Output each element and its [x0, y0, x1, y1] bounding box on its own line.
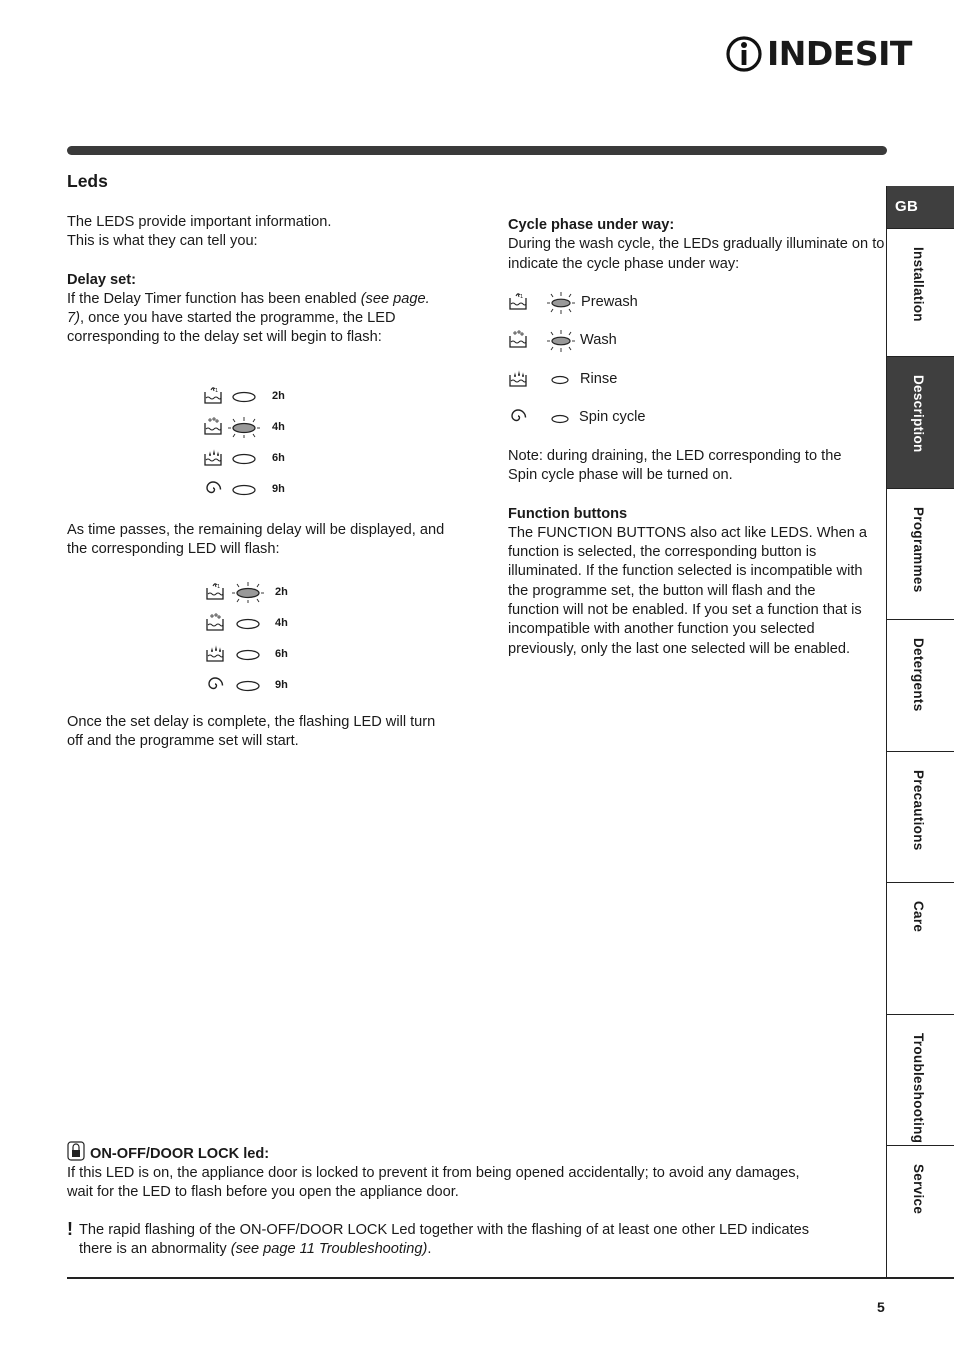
cycle-phase-text: During the wash cycle, the LEDs gradually illuminate on to indicate the cycle phase under way: — [508, 236, 885, 272]
led-label-6h: 6h — [275, 648, 288, 660]
logo-i-emblem-icon — [725, 34, 763, 74]
led-row-4h — [205, 612, 288, 634]
led-row-9h — [203, 478, 285, 500]
function-buttons-text: The FUNCTION BUTTONS also act like LEDS. When a function is selected, the corresponding button is illuminated. If the function selected is incompatible with the programme set, the button will flash and the function will not be enabled. If you set a function that is incompatible with another function you selected previously, only the last one selected will be enabled. — [508, 524, 867, 657]
warning-icon: ! — [67, 1218, 73, 1239]
intro-line-2: This is what they can tell you: — [67, 233, 258, 250]
tab-label: Installation — [911, 247, 926, 322]
led-row-6h — [203, 447, 285, 469]
door-lock-warning-text — [79, 1221, 827, 1260]
wash-led-icon — [205, 612, 275, 634]
prewash-led-flashing-icon — [205, 581, 277, 603]
section-title: Leds — [67, 171, 108, 191]
door-lock-warning — [67, 1218, 827, 1260]
led-row-6h — [205, 643, 288, 665]
wash-led-flashing-icon — [203, 416, 273, 438]
left-column — [67, 213, 447, 348]
rinse-led-icon — [203, 447, 273, 469]
tab-label: Service — [911, 1164, 926, 1215]
delay-set-page-ref: (see page. 7) — [67, 290, 430, 327]
tab-label: Precautions — [911, 770, 926, 851]
rinse-phase-led-icon — [508, 367, 580, 393]
tab-troubleshooting[interactable] — [887, 1015, 954, 1146]
tab-label: GB — [895, 198, 919, 215]
phase-label-spin: Spin cycle — [579, 409, 646, 425]
led-row-2h — [203, 385, 285, 407]
right-column-lower — [508, 447, 868, 659]
prewash-phase-led-icon — [508, 290, 580, 316]
right-column — [508, 216, 886, 274]
tab-service[interactable] — [887, 1146, 954, 1278]
delay-complete-text: Once the set delay is complete, the flashing LED will turn off and the programme set will start. — [67, 714, 436, 750]
cycle-phase-diagram — [508, 290, 708, 435]
led-label-4h: 4h — [272, 421, 285, 433]
tab-programmes[interactable] — [887, 489, 954, 620]
spin-led-icon — [205, 674, 275, 696]
door-lock-heading: ON-OFF/DOOR LOCK led: — [90, 1146, 270, 1162]
tab-care[interactable] — [887, 883, 954, 1015]
led-row-4h — [203, 416, 285, 438]
cycle-phase-note: Note: during draining, the LED corresponding to the Spin cycle phase will be turned on. — [508, 448, 842, 484]
phase-label-wash: Wash — [580, 332, 617, 348]
footer-rule — [67, 1277, 954, 1279]
delay-passes-text: As time passes, the remaining delay will be displayed, and the corresponding LED will flash: — [67, 522, 445, 558]
spin-led-icon — [203, 478, 273, 500]
phase-label-rinse: Rinse — [580, 371, 618, 387]
led-row-9h — [205, 674, 288, 696]
intro-line-1: The LEDS provide important information. — [67, 214, 332, 230]
led-label-2h: 2h — [275, 586, 288, 598]
page-number: 5 — [877, 1299, 885, 1315]
tab-installation[interactable] — [887, 229, 954, 357]
warning-page-ref: (see page 11 Troubleshooting) — [230, 1240, 428, 1257]
delay-set-text-a: If the Delay Timer function has been enabled — [67, 290, 361, 307]
delay-led-diagram-initial — [203, 385, 303, 505]
side-tab-nav — [886, 186, 954, 1278]
delay-set-text-b: , once you have started the programme, the LED corresponding to the delay set will begin to flash: — [67, 310, 396, 346]
delay-set-text — [67, 290, 439, 348]
led-row-2h — [205, 581, 288, 603]
warning-text-b: . — [427, 1240, 432, 1257]
tab-label: Description — [911, 375, 926, 453]
tab-label: Programmes — [911, 507, 926, 593]
led-label-2h: 2h — [272, 390, 285, 402]
led-label-4h: 4h — [275, 617, 288, 629]
door-lock-heading-row — [67, 1141, 827, 1162]
door-lock-section — [67, 1141, 827, 1259]
rinse-led-icon — [205, 643, 275, 665]
warning-text-a: The rapid flashing of the ON-OFF/DOOR LOCK Led together with the flashing of at least one other LED indicates there is an abnormality — [79, 1221, 810, 1257]
tab-precautions[interactable] — [887, 752, 954, 883]
tab-description[interactable] — [887, 357, 954, 489]
tab-label: Troubleshooting — [911, 1033, 926, 1144]
delay-set-heading: Delay set: — [67, 271, 136, 288]
led-label-9h: 9h — [272, 483, 285, 495]
lock-icon — [67, 1141, 85, 1161]
tab-gb[interactable] — [887, 186, 954, 229]
tab-label: Care — [911, 901, 926, 933]
door-lock-text: If this LED is on, the appliance door is locked to prevent it from being opened accidentally; to avoid any damages, wait for the LED to flash before you open the appliance door. — [67, 1165, 800, 1201]
brand-name: INDESIT — [767, 34, 912, 73]
spin-phase-led-icon — [508, 405, 580, 431]
prewash-led-icon — [203, 385, 273, 407]
wash-phase-led-icon — [508, 328, 580, 354]
header-rule — [67, 146, 887, 155]
function-buttons-heading: Function buttons — [508, 505, 628, 522]
cycle-phase-heading: Cycle phase under way: — [508, 217, 675, 233]
delay-led-diagram-passing — [205, 581, 305, 701]
led-label-6h: 6h — [272, 452, 285, 464]
tab-label: Detergents — [911, 638, 926, 712]
led-label-9h: 9h — [275, 679, 288, 691]
phase-label-prewash: Prewash — [581, 294, 638, 310]
tab-detergents[interactable] — [887, 620, 954, 752]
